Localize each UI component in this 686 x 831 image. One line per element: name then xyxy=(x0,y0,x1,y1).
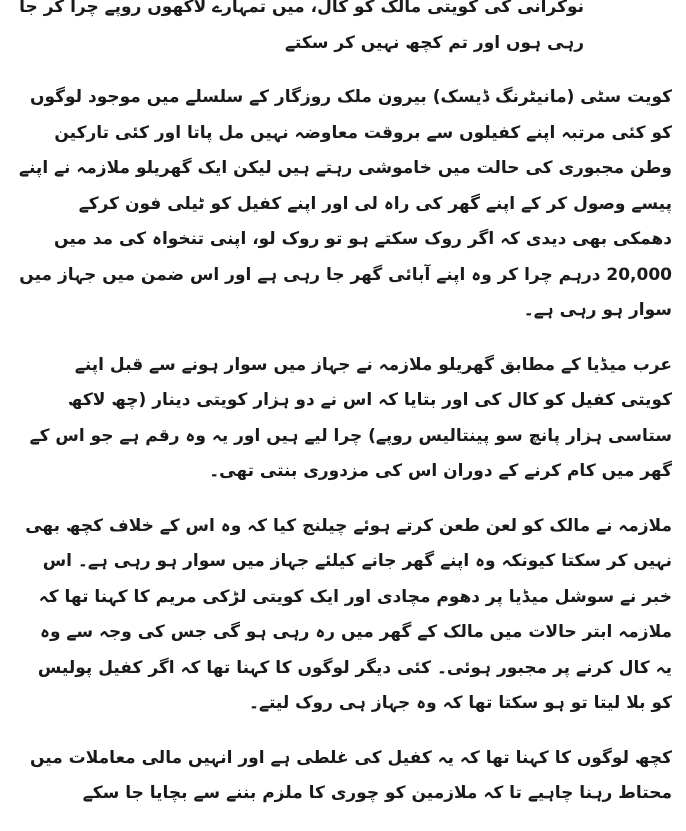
article-paragraph-2: عرب میڈیا کے مطابق گھریلو ملازمہ نے جہاز میں سوار ہونے سے قبل اپنے کویتی کفیل کو کال کی اور بتایا کہ اس نے دو ہزار کویتی دینار (چھ لاکھ ستاسی ہزار پانچ سو پینتالیس روپے) چرا لیے ہیں اور یہ وہ رقم ہے جو اس کے گھر میں کام کرنے کے دوران اس کی مزدوری بنتی تھی۔ xyxy=(29,354,672,481)
article-paragraph-1: کویت سٹی (مانیٹرنگ ڈیسک) بیرون ملک روزگار کے سلسلے میں موجود لوگوں کو کئی مرتبہ اپنے کفیلوں سے بروقت معاوضہ نہیں مل پاتا اور کئی تارکین وطن مجبوری کی حالت میں خاموشی رہتے ہیں لیکن ایک گھریلو ملازمہ نے اپنے پیسے وصول کر کے اپنے گھر کی راہ لی اور اپنے کفیل کو ٹیلی فون کرکے دھمکی بھی دیدی کہ اگر روک سکتے ہو تو روک لو، اپنی تنخواہ کی مد میں 20,000 درہم چرا کر وہ اپنے آبائی گھر جا رہی ہے اور اس ضمن میں جہاز میں سوار ہو رہی ہے۔ xyxy=(19,87,672,320)
article-headline: نوکرانی کی کویتی مالک کو کال، میں تمہارے لاکھوں روپے چرا کر جا رہی ہوں اور تم کچھ نہیں کر سکتے xyxy=(19,0,584,53)
article-paragraph-3: ملازمہ نے مالک کو لعن طعن کرتے ہوئے چیلنج کیا کہ وہ اس کے خلاف کچھ بھی نہیں کر سکتا کیونکہ وہ اپنے گھر جانے کیلئے جہاز میں سوار ہو رہی ہے۔ اس خبر نے سوشل میڈیا پر دھوم مچادی اور ایک کویتی لڑکی مریم کا کہنا تھا کہ ملازمہ ابتر حالات میں مالک کے گھر میں رہ رہی ہو گی جس کی وجہ سے وہ یہ کال کرنے پر مجبور ہوئی۔ کئی دیگر لوگوں کا کہنا تھا کہ اگر کفیل پولیس کو بلا لیتا تو ہو سکتا تھا کہ وہ جہاز ہی روک لیتے۔ xyxy=(25,515,672,713)
article-paragraph-4: کچھ لوگوں کا کہنا تھا کہ یہ کفیل کی غلطی ہے اور انہیں مالی معاملات میں محتاط رہنا چاہیے تا کہ ملازمین کو چوری کا ملزم بننے سے بچایا جا سکے xyxy=(29,747,672,803)
